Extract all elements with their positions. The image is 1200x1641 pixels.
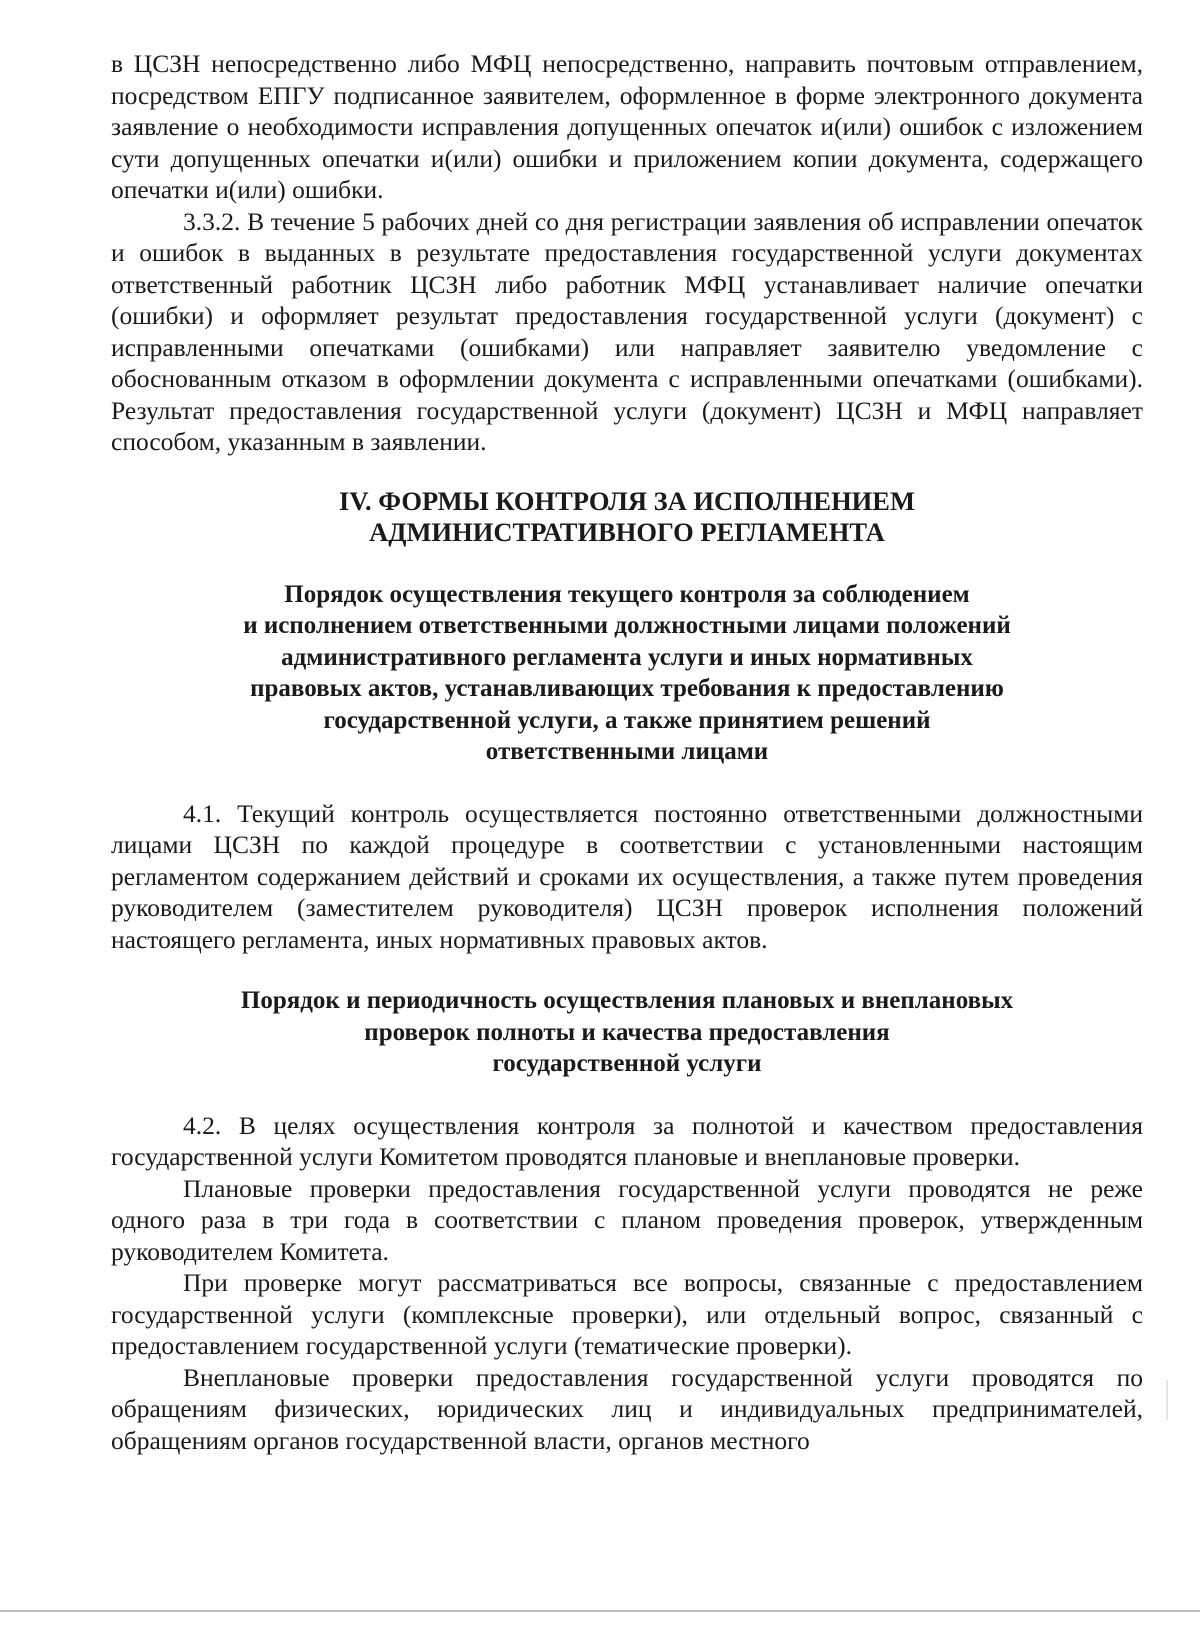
subheading-line: правовых актов, устанавливающих требования к предоставлению: [250, 675, 1004, 702]
paragraph-inspection-scope: При проверке могут рассматриваться все вопросы, связанные с предоставлением государственной услуги (комплексные проверки), или отдельный вопрос, связанный с предоставлением государственной услуги (тематические проверки).: [111, 1268, 1143, 1360]
spacer: [111, 955, 1143, 985]
paragraph-continuation: в ЦСЗН непосредственно либо МФЦ непосредственно, направить почтовым отправлением, посредством ЕПГУ подписанное заявителем, оформленное в форме электронного документа заявление о необходимости исправления допущенных опечаток и(или) ошибок с изложением сути допущенных опечатки и(или) ошибки и приложением копии документа, содержащего опечатки и(или) ошибки.: [111, 49, 1143, 204]
subheading-line: ответственными лицами: [485, 738, 769, 765]
subheading-line: и исполнением ответственными должностными лицами положений: [243, 612, 1011, 639]
paragraph-4-2: 4.2. В целях осуществления контроля за полнотой и качеством предоставления государственной услуги Комитетом проводятся плановые и внеплановые проверки.: [111, 1110, 1143, 1171]
paragraph-planned-inspections: Плановые проверки предоставления государственной услуги проводятся не реже одного раза в три года в соответствии с планом проведения проверок, утвержденным руководителем Комитета.: [111, 1173, 1143, 1266]
paragraph-3-3-2: 3.3.2. В течение 5 рабочих дней со дня регистрации заявления об исправлении опечаток и ошибок в выданных в результате предоставления государственной услуги документах ответственный работник ЦСЗН либо работник МФЦ устанавливает наличие опечатки (ошибки) и оформляет результат предоставления государственной услуги (документ) с исправленными опечатками (ошибками) или направляет заявителю уведомление с обоснованным отказом в оформлении документа с исправленными опечатками (ошибками). Результат предоставления государственной услуги (документ) ЦСЗН и МФЦ направляет способом, указанным в заявлении.: [111, 206, 1143, 456]
subheading-line: Порядок осуществления текущего контроля за соблюдением: [284, 580, 970, 608]
spacer: [111, 1080, 1143, 1110]
subheading-line: Порядок и периодичность осуществления плановых и внеплановых: [240, 987, 1014, 1014]
subheading-current-control: [111, 579, 1143, 768]
paragraph-4-1: 4.1. Текущий контроль осуществляется постоянно ответственными должностными лицами ЦСЗН по каждой процедуре в соответствии с установленными настоящим регламентом содержанием действий и сроками их осуществления, а также путем проведения руководителем (заместителем руководителя) ЦСЗН проверок исполнения положений настоящего регламента, иных нормативных правовых актов.: [111, 798, 1143, 954]
subheading-inspections: [111, 985, 1143, 1080]
section-title-line: АДМИНИСТРАТИВНОГО РЕГЛАМЕНТА: [369, 517, 885, 547]
subheading-line: государственной услуги, а также принятием решений: [323, 706, 931, 734]
section-title-line: IV. ФОРМЫ КОНТРОЛЯ ЗА ИСПОЛНЕНИЕМ: [339, 485, 915, 516]
subheading-line: административного регламента услуги и иных нормативных: [281, 643, 973, 671]
page-bottom-edge: [0, 1610, 1200, 1612]
document-page: [111, 48, 1143, 1456]
spacer: [111, 458, 1143, 486]
spacer: [111, 549, 1143, 579]
subheading-line: государственной услуги: [492, 1050, 762, 1077]
subheading-line: проверок полноты и качества предоставления: [364, 1018, 890, 1046]
scan-artifact: [1166, 1380, 1168, 1420]
section-title: [111, 486, 1143, 549]
spacer: [111, 768, 1143, 798]
paragraph-unplanned-inspections: Внеплановые проверки предоставления государственной услуги проводятся по обращениям физических, юридических лиц и индивидуальных предпринимателей, обращениям органов государственной власти, органов местного: [111, 1362, 1143, 1455]
